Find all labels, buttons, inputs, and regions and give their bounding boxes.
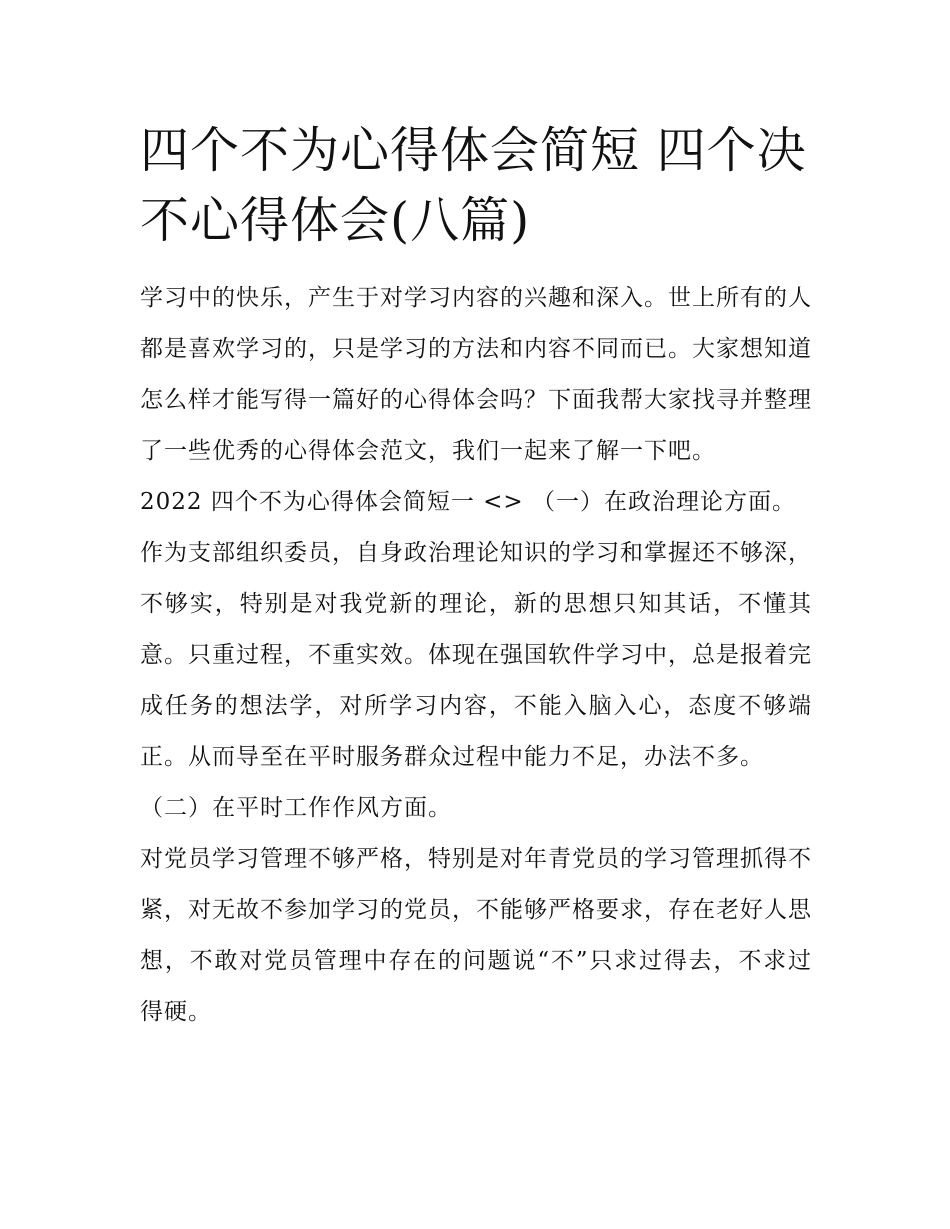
intro-paragraph: 学习中的快乐，产生于对学习内容的兴趣和深入。世上所有的人都是喜欢学习的，只是学习的方法和内容不同而已。大家想知道怎么样才能写得一篇好的心得体会吗？下面我帮大家找寻并整理了一些优秀的心得体会范文，我们一起来了解一下吧。 [140,285,812,464]
section-heading-two: （二）在平时工作作风方面。 [140,795,452,821]
document-content [140,116,812,1038]
document-body [140,273,812,1038]
work-style-paragraph: 对党员学习管理不够严格，特别是对年青党员的学习管理抓得不紧，对无故不参加学习的党员，不能够严格要求，存在老好人思想，不敢对党员管理中存在的问题说“不”只求过得去，不求过得硬。 [140,846,812,1025]
document-title: 四个不为心得体会简短 四个决不心得体会(八篇) [140,122,807,249]
section-heading-one: 2022 四个不为心得体会简短一 <> （一）在政治理论方面。 [140,489,797,515]
political-theory-paragraph: 作为支部组织委员，自身政治理论知识的学习和掌握还不够深，不够实，特别是对我党新的理论，新的思想只知其话，不懂其意。只重过程，不重实效。体现在强国软件学习中，总是报着完成任务的想法学，对所学习内容，不能入脑入心，态度不够端正。从而导至在平时服务群众过程中能力不足，办法不多。 [140,540,812,770]
